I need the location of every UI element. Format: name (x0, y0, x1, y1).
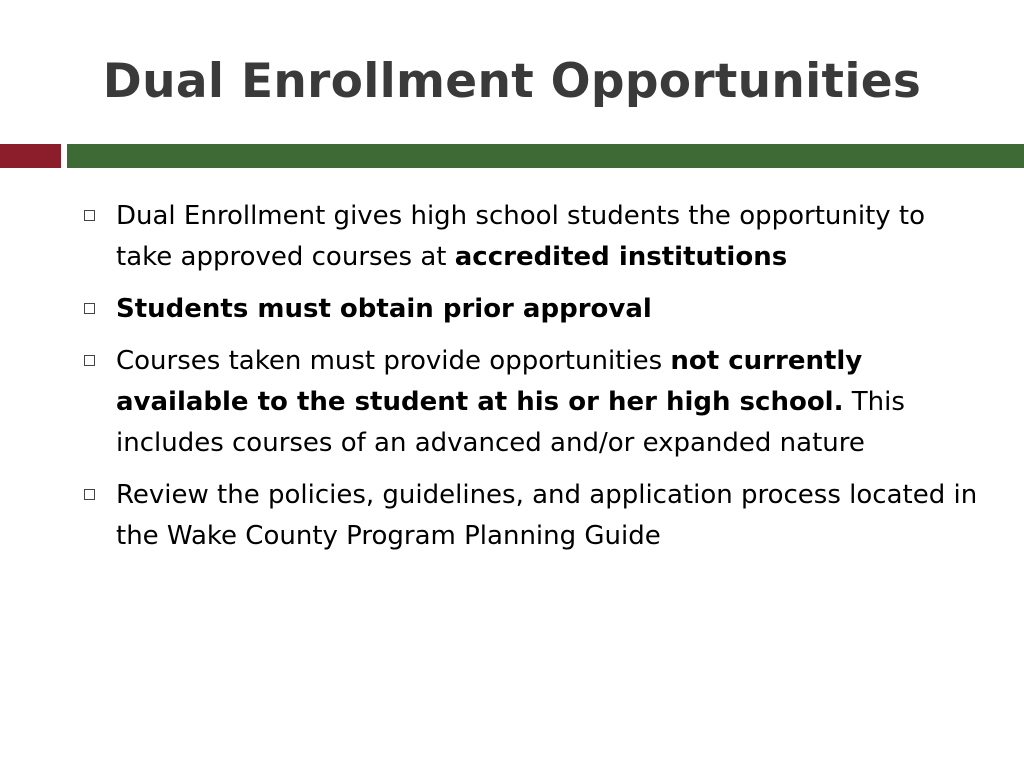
square-bullet-icon (84, 210, 95, 221)
bullet-item (82, 289, 982, 330)
bullet-text-part: This includes courses of an advanced and/or expanded nature (116, 387, 905, 458)
bullet-item (82, 196, 982, 278)
square-bullet-icon (84, 303, 95, 314)
bullet-item (82, 475, 982, 557)
divider-accent-left (0, 144, 61, 168)
square-bullet-icon (84, 489, 95, 500)
bullet-text-part: Review the policies, guidelines, and application process located in the Wake County Program Planning Guide (116, 480, 978, 551)
divider-accent-right (67, 144, 1024, 168)
square-bullet-icon (84, 355, 95, 366)
bullet-text-part: Dual Enrollment gives high school students the opportunity to take approved courses at (116, 201, 926, 272)
bullet-text (116, 294, 652, 324)
bullet-list (82, 196, 982, 568)
bullet-text-part-bold: Students must obtain prior approval (116, 294, 652, 324)
bullet-text (116, 346, 905, 458)
bullet-item (82, 341, 982, 464)
bullet-text-part-bold: not currently available to the student at his or her high school. (116, 346, 863, 417)
bullet-text (116, 201, 925, 272)
bullet-text-part-bold: accredited institutions (454, 242, 788, 272)
bullet-text (116, 480, 977, 551)
bullet-text-part: Courses taken must provide opportunities (116, 346, 671, 376)
slide-title: Dual Enrollment Opportunities (102, 54, 922, 109)
